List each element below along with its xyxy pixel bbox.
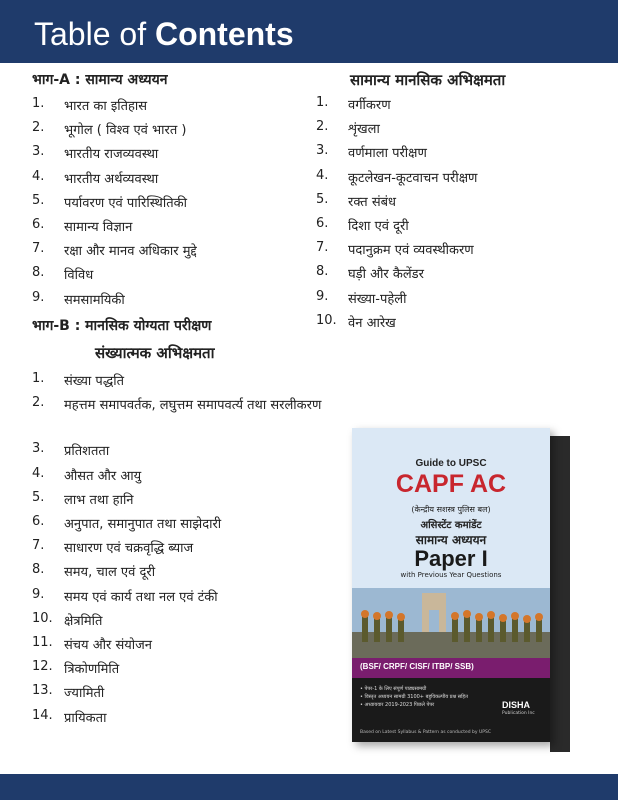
book-subtitle-2: असिस्टेंट कमांडेंट bbox=[420, 520, 482, 531]
item-label: ज्यामिती bbox=[64, 686, 105, 702]
publisher-logo: DISHA bbox=[502, 700, 531, 710]
book-guide: Guide to UPSC bbox=[415, 458, 487, 469]
item-number: 5. bbox=[32, 192, 45, 208]
item-number: 2. bbox=[32, 120, 45, 136]
mental-aptitude-heading: सामान्य मानसिक अभिक्षमता bbox=[350, 71, 506, 89]
item-label: वर्णमाला परीक्षण bbox=[348, 146, 427, 162]
item-label: महत्तम समापवर्तक, लघुत्तम समापवर्त्य तथा सरलीकरण bbox=[64, 398, 322, 414]
item-number: 2. bbox=[316, 119, 329, 135]
parade-photo bbox=[352, 588, 550, 658]
item-label: दिशा एवं दूरी bbox=[348, 219, 409, 234]
item-label: भारत का इतिहास bbox=[64, 99, 148, 114]
item-label: घड़ी और कैलेंडर bbox=[348, 267, 424, 283]
page-header bbox=[0, 0, 618, 63]
item-label: कूटलेखन-कूटवाचन परीक्षण bbox=[348, 170, 478, 186]
item-number: 9. bbox=[32, 289, 45, 305]
book-subtitle-3: सामान्य अध्ययन bbox=[415, 533, 487, 547]
book-bullet-3: • अध्यायवार 2019-2023 पिछले पेपर bbox=[360, 702, 435, 708]
item-label: लाभ तथा हानि bbox=[64, 492, 134, 508]
item-number: 8. bbox=[316, 264, 329, 280]
item-label: संचय और संयोजन bbox=[64, 638, 153, 653]
book-title: CAPF AC bbox=[395, 470, 507, 498]
page-title: Table of Contents bbox=[34, 16, 294, 52]
book-cover-bottom bbox=[352, 678, 550, 742]
item-label: संख्या पद्धति bbox=[64, 374, 124, 389]
item-number: 7. bbox=[32, 538, 45, 554]
item-label: प्रतिशतता bbox=[64, 444, 110, 460]
item-label: अनुपात, समानुपात तथा साझेदारी bbox=[64, 517, 222, 532]
item-label: रक्षा और मानव अधिकार मुद्दे bbox=[64, 244, 197, 260]
item-number: 1. bbox=[316, 95, 329, 110]
item-label: शृंखला bbox=[348, 122, 380, 138]
item-label: पदानुक्रम एवं व्यवस्थीकरण bbox=[348, 243, 474, 259]
item-label: समसामयिकी bbox=[64, 292, 125, 308]
item-number: 4. bbox=[32, 465, 45, 481]
item-label: समय एवं कार्य तथा नल एवं टंकी bbox=[64, 589, 218, 605]
item-label: रक्त संबंध bbox=[348, 194, 397, 210]
item-number: 6. bbox=[32, 514, 45, 529]
item-number: 6. bbox=[32, 217, 45, 232]
item-label: औसत और आयु bbox=[64, 468, 142, 484]
item-label: साधारण एवं चक्रवृद्धि ब्याज bbox=[64, 541, 194, 557]
item-number: 12. bbox=[32, 659, 53, 675]
book-bullet-2: • विस्तृत अध्ययन सामग्री 3100+ बहुविकल्पीय प्रश्न सहित bbox=[360, 694, 468, 700]
item-number: 11. bbox=[32, 635, 53, 650]
item-label: भारतीय राजव्यवस्था bbox=[64, 147, 159, 163]
item-number: 5. bbox=[316, 191, 329, 207]
item-number: 7. bbox=[316, 240, 329, 256]
item-label: वर्गीकरण bbox=[348, 98, 391, 113]
page-footer bbox=[0, 774, 618, 800]
item-number: 5. bbox=[32, 489, 45, 505]
item-number: 1. bbox=[32, 96, 45, 111]
item-number: 10. bbox=[316, 312, 337, 328]
item-number: 6. bbox=[316, 216, 329, 231]
item-label: भूगोल ( विश्व एवं भारत ) bbox=[64, 123, 187, 139]
item-number: 10. bbox=[32, 610, 53, 626]
item-label: सामान्य विज्ञान bbox=[64, 220, 133, 235]
item-number: 3. bbox=[32, 441, 45, 457]
item-label: विविध bbox=[64, 268, 94, 284]
item-label: समय, चाल एवं दूरी bbox=[64, 565, 156, 581]
item-label: भारतीय अर्थव्यवस्था bbox=[64, 171, 159, 187]
part-a-heading: भाग-A : सामान्य अध्ययन bbox=[32, 72, 168, 88]
book-pyq: with Previous Year Questions bbox=[400, 571, 502, 579]
item-label: संख्या-पहेली bbox=[348, 291, 407, 307]
item-label: त्रिकोणमिति bbox=[64, 662, 120, 678]
item-label: वेन आरेख bbox=[348, 315, 396, 331]
forces-band: (BSF/ CRPF/ CISF/ ITBP/ SSB) bbox=[352, 658, 550, 678]
part-b-heading: भाग-B : मानसिक योग्यता परीक्षण bbox=[32, 318, 212, 334]
book-spine bbox=[550, 436, 570, 752]
book-paper: Paper I bbox=[414, 546, 488, 571]
item-number: 9. bbox=[316, 288, 329, 304]
item-number: 4. bbox=[316, 167, 329, 183]
item-label: पर्यावरण एवं पारिस्थितिकी bbox=[64, 195, 187, 211]
item-label: प्रायिकता bbox=[64, 710, 107, 726]
item-number: 4. bbox=[32, 168, 45, 184]
book-cover bbox=[352, 428, 550, 742]
item-number: 1. bbox=[32, 371, 45, 386]
book-bullet-1: • पेपर-1 के लिए संपूर्ण पाठ्यसामग्री bbox=[360, 686, 427, 692]
item-number: 9. bbox=[32, 586, 45, 602]
item-number: 2. bbox=[32, 395, 45, 411]
item-number: 8. bbox=[32, 265, 45, 281]
book-footnote: Based on Latest Syllabus & Pattern as conducted by UPSC bbox=[360, 730, 492, 735]
item-number: 3. bbox=[316, 143, 329, 159]
item-number: 3. bbox=[32, 144, 45, 160]
item-number: 13. bbox=[32, 683, 53, 699]
parade-illustration bbox=[352, 588, 550, 658]
item-label: क्षेत्रमिति bbox=[64, 613, 103, 629]
numeric-aptitude-heading: संख्यात्मक अभिक्षमता bbox=[95, 344, 215, 362]
item-number: 14. bbox=[32, 707, 53, 723]
book-subtitle-1: (केन्द्रीय सशस्त्र पुलिस बल) bbox=[411, 505, 491, 514]
item-number: 7. bbox=[32, 241, 45, 257]
publisher-sub: Publication Inc bbox=[502, 711, 535, 716]
item-number: 8. bbox=[32, 562, 45, 578]
